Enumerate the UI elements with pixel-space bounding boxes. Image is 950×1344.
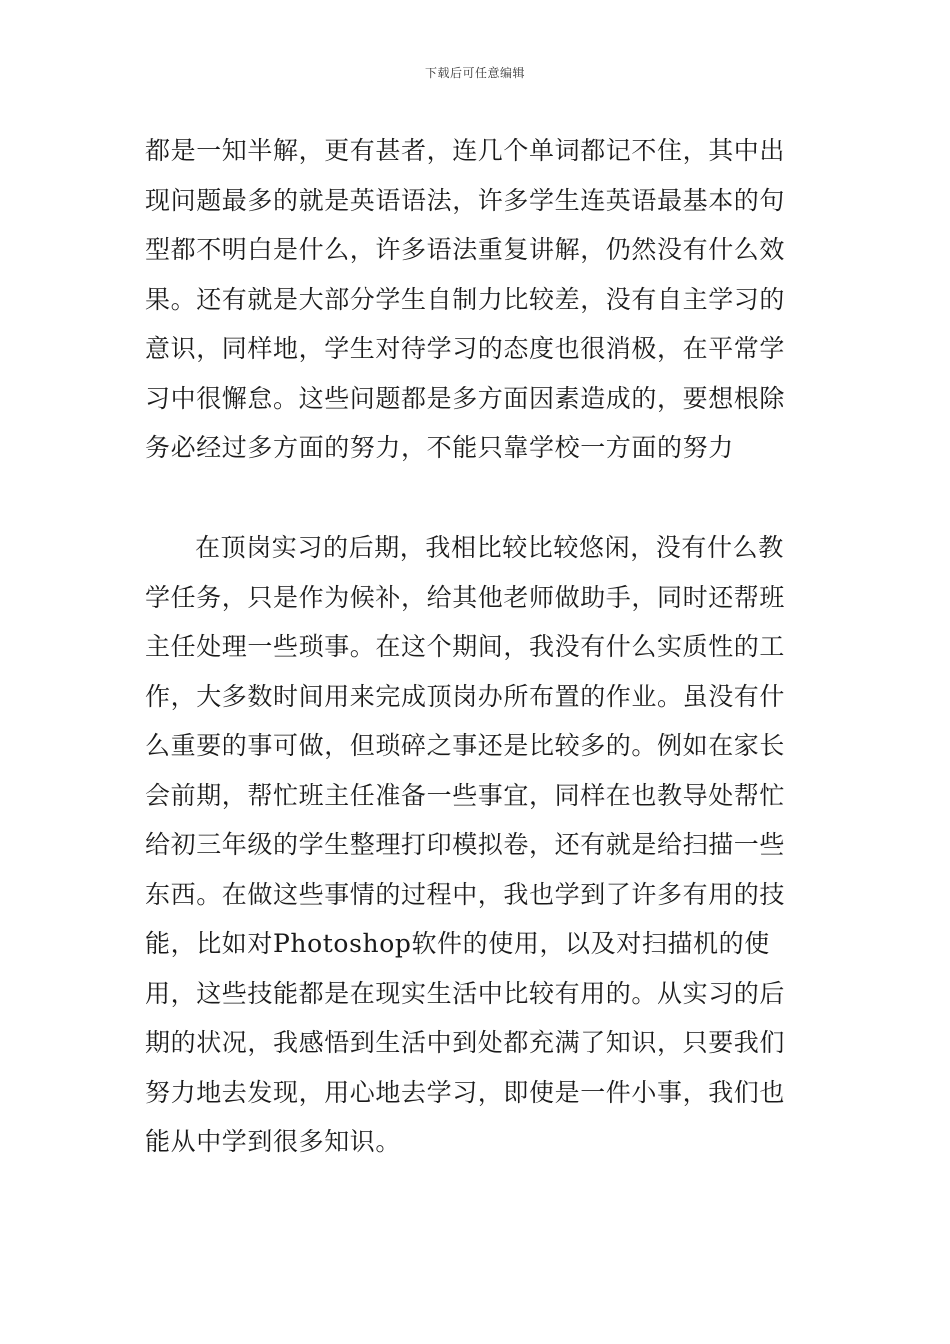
paragraph-2: 在顶岗实习的后期，我相比较比较悠闲，没有什么教学任务，只是作为候补，给其他老师做助手，同时还帮班主任处理一些琐事。在这个期间，我没有什么实质性的工作，大多数时间用来完成顶岗办所布置的作业。虽没有什么重要的事可做，但琐碎之事还是比较多的。例如在家长会前期，帮忙班主任准备一些事宜，同样在也教导处帮忙给初三年级的学生整理打印模拟卷，还有就是给扫描一些东西。在做这些事情的过程中，我也学到了许多有用的技能，比如对Photoshop软件的使用，以及对扫描机的使用，这些技能都是在现实生活中比较有用的。从实习的后期的状况，我感悟到生活中到处都充满了知识，只要我们努力地去发现，用心地去学习，即使是一件小事，我们也能从中学到很多知识。 [145,533,786,1156]
paragraph-1: 都是一知半解，更有甚者，连几个单词都记不住，其中出现问题最多的就是英语语法，许多学生连英语最基本的句型都不明白是什么，许多语法重复讲解，仍然没有什么效果。还有就是大部分学生自制力比较差，没有自主学习的意识，同样地，学生对待学习的态度也很消极，在平常学习中很懈怠。这些问题都是多方面因素造成的，要想根除务必经过多方面的努力，不能只靠学校一方面的努力 [145,136,786,462]
page-header: 下载后可任意编辑 [424,66,525,80]
